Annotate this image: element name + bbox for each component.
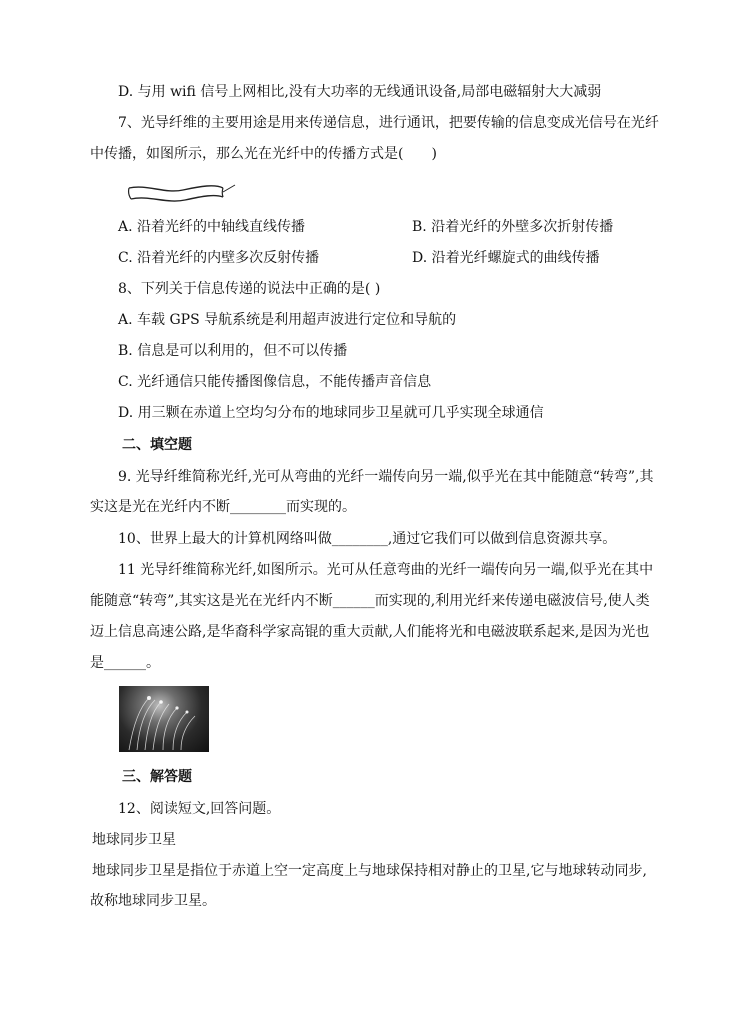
q7-stem-line1: 7、光导纤维的主要用途是用来传递信息，进行通讯，把要传输的信息变成光信号在光纤 (118, 115, 659, 131)
optical-fiber-bundle-photo (119, 686, 209, 752)
q7-option-c: C. 沿着光纤的内壁多次反射传播 (118, 250, 320, 266)
q11-line4: 是______。 (90, 655, 160, 671)
q8-option-a: A. 车载 GPS 导航系统是利用超声波进行定位和导航的 (118, 312, 457, 328)
q6-option-d: D. 与用 wifi 信号上网相比,没有大功率的无线通讯设备,局部电磁辐射大大减弱 (118, 84, 602, 100)
q8-stem: 8、下列关于信息传递的说法中正确的是( ) (118, 281, 381, 297)
q9-line2: 实这是光在光纤内不断________而实现的。 (90, 499, 356, 515)
q11-line2: 能随意“转弯”,其实这是光在光纤内不断______而实现的,利用光纤来传递电磁波信号,使人类 (90, 593, 650, 609)
q8-option-b: B. 信息是可以利用的，但不可以传播 (118, 343, 348, 359)
q9-line1: 9. 光导纤维简称光纤,光可从弯曲的光纤一端传向另一端,似乎光在其中能随意“转弯”,其 (118, 469, 654, 485)
q12-para-line1: 地球同步卫星是指位于赤道上空一定高度上与地球保持相对静止的卫星,它与地球转动同步, (92, 863, 647, 879)
q7-stem-line2: 中传播，如图所示，那么光在光纤中的传播方式是( ) (90, 146, 437, 162)
q7-option-a: A. 沿着光纤的中轴线直线传播 (118, 219, 306, 235)
q7-option-b: B. 沿着光纤的外壁多次折射传播 (412, 219, 614, 235)
q12-stem: 12、阅读短文,回答问题。 (118, 801, 281, 817)
q11-line3: 迈上信息高速公路,是华裔科学家高锟的重大贡献,人们能将光和电磁波联系起来,是因为光也 (90, 624, 650, 640)
section-title-answer: 三、解答题 (122, 769, 192, 785)
section-title-fill-in: 二、填空题 (122, 437, 192, 453)
q8-option-c: C. 光纤通信只能传播图像信息，不能传播声音信息 (118, 374, 432, 390)
q7-option-d: D. 沿着光纤螺旋式的曲线传播 (412, 250, 600, 266)
optical-fiber-figure (127, 180, 239, 208)
q12-article-title: 地球同步卫星 (92, 832, 176, 848)
q11-line1: 11 光导纤维简称光纤,如图所示。光可从任意弯曲的光纤一端传向另一端,似乎光在其中 (118, 562, 654, 578)
q8-option-d: D. 用三颗在赤道上空均匀分布的地球同步卫星就可几乎实现全球通信 (118, 405, 544, 421)
q10-line1: 10、世界上最大的计算机网络叫做________,通过它我们可以做到信息资源共享。 (118, 531, 617, 547)
q12-para-line2: 故称地球同步卫星。 (90, 893, 216, 909)
